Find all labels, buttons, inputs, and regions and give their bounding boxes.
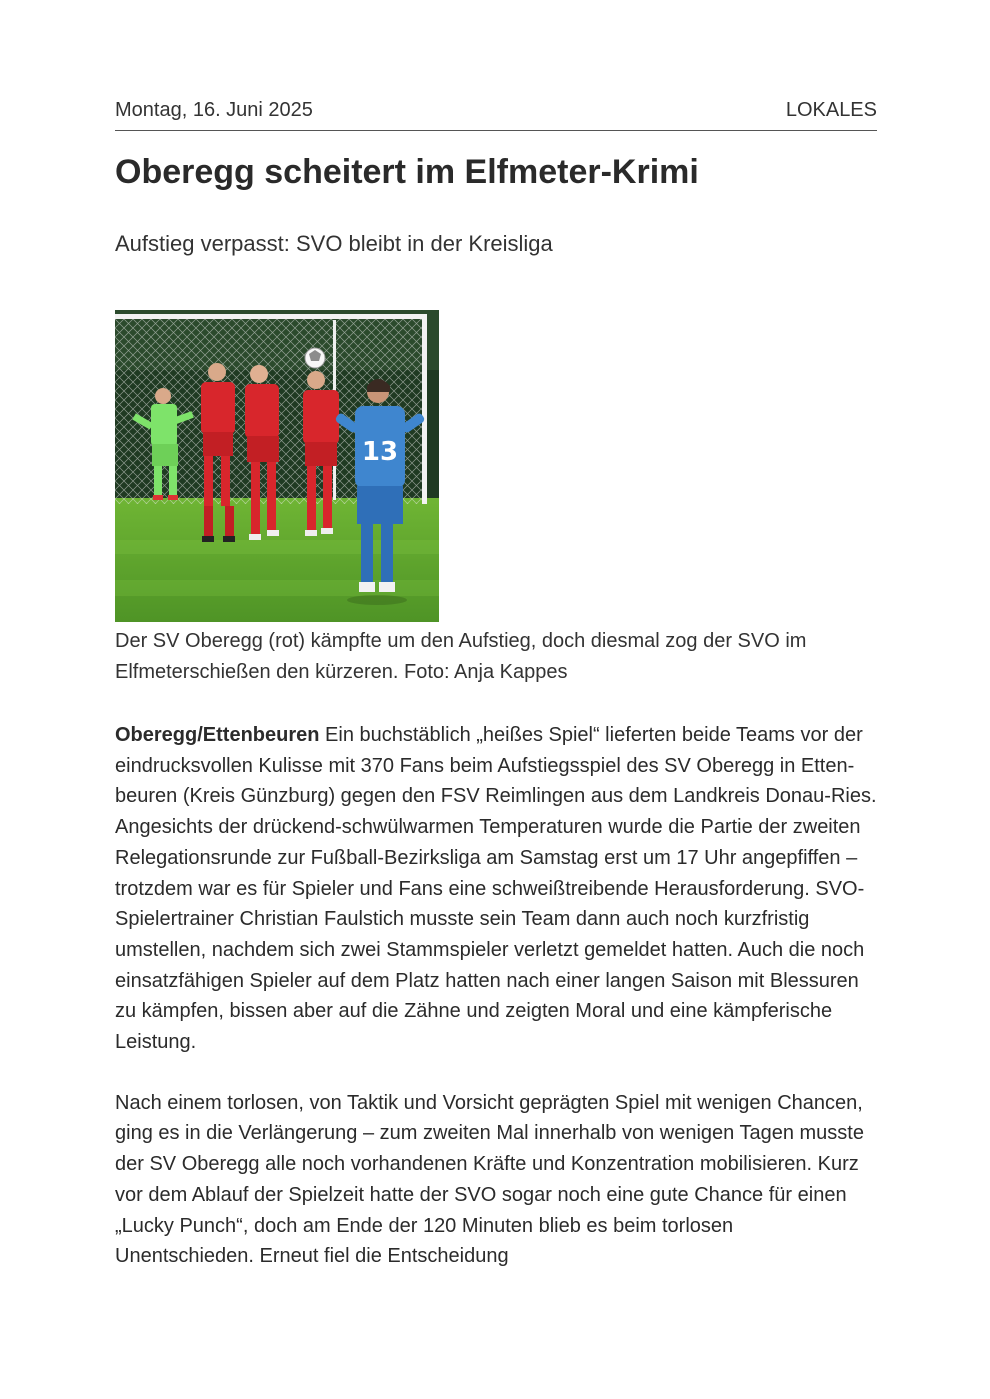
paragraph-1-text: Ein buchstäblich „heißes Spiel“ lieferten beide Teams vor der eindrucksvollen Kulisse mit 370 Fans beim Aufstiegsspiel des SV Oberegg in Etten- beuren (Kreis Günzburg) gegen den FSV Reimlingen aus dem Landkreis Donau-Ries. Angesichts der drückend-schwülwarmen Temperaturen wurde die Partie der zweiten Relegationsrunde zur Fußball-Bezirksliga am Samstag erst um 17 Uhr angepfiffen – trotzdem war es für Spieler und Fans eine schweißtreibende Herausforderung. SVO-Spielertrainer Christian Faulstich musste sein Team dann auch noch kurzfristig umstellen, nachdem sich zwei Stammspieler verletzt gemeldet hatten. Auch die noch einsatzfähigen Spieler auf dem Platz hatten nach einer langen Saison mit Blessuren zu kämpfen, bissen aber auf die Zähne und zeigten Moral und eine kämpferische Leistung. (115, 724, 877, 1054)
section-label: LOKALES (785, 99, 877, 121)
article-paragraph-1 (115, 720, 877, 1058)
page-header (115, 96, 877, 131)
dateline: Oberegg/Ettenbeuren (115, 724, 320, 746)
jersey-number: 13 (361, 437, 399, 467)
article-subheadline: Aufstieg verpasst: SVO bleibt in der Kreisliga (115, 231, 553, 256)
article-headline: Oberegg scheitert im Elfmeter-Krimi (115, 153, 699, 191)
football-scene-illustration (115, 310, 439, 622)
article-photo (115, 310, 439, 622)
newspaper-page (115, 96, 877, 1272)
article-paragraph-2: Nach einem torlosen, von Taktik und Vorsicht geprägten Spiel mit wenigen Chancen, ging es in die Verlängerung – zum zweiten Mal innerhalb von wenigen Tagen musste der SV Oberegg alle noch vorhandenen Kräfte und Konzentration mobilisieren. Kurz vor dem Ablauf der Spielzeit hatte der SVO sogar noch eine gute Chance für einen „Lucky Punch“, doch am Ende der 120 Minuten blieb es beim torlosen Unentschieden. Erneut fiel die Entscheidung (115, 1091, 864, 1268)
photo-caption: Der SV Oberegg (rot) kämpfte um den Aufstieg, doch diesmal zog der SVO im Elfmeterschießen den kürzeren. Foto: Anja Kappes (115, 630, 807, 683)
issue-date: Montag, 16. Juni 2025 (115, 99, 313, 121)
